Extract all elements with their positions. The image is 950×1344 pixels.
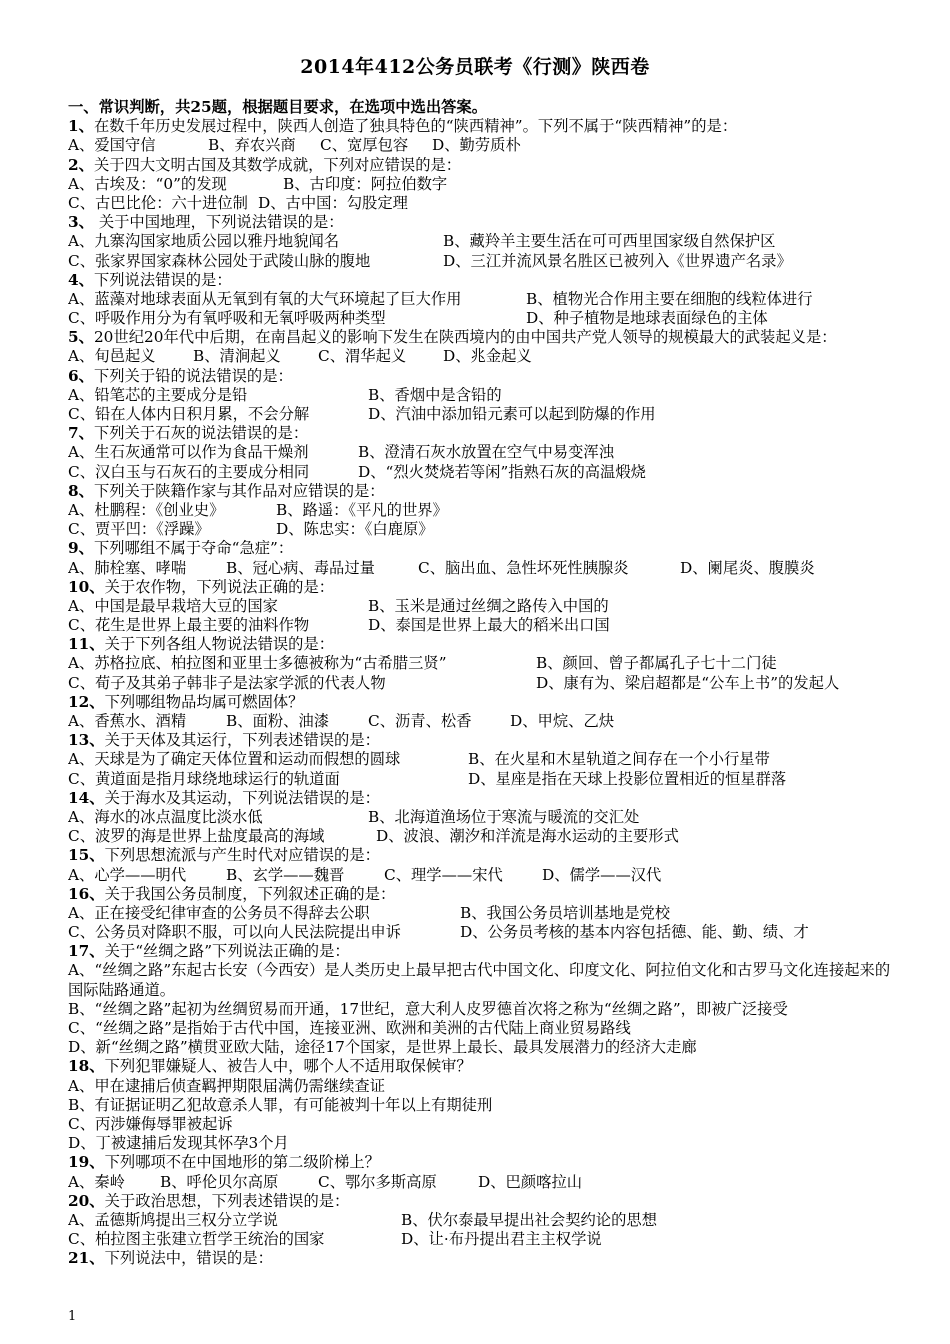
option-row	[68, 674, 898, 693]
option-row	[68, 443, 898, 462]
option-row	[68, 309, 898, 328]
question-stem	[68, 1249, 898, 1268]
answer-option: C、脑出血、急性坏死性胰腺炎	[418, 558, 629, 577]
answer-option: B、古印度：阿拉伯数字	[283, 174, 448, 193]
question-text: 关于中国地理，下列说法错误的是：	[93, 213, 344, 232]
answer-option: A、肺栓塞、哮喘	[68, 558, 187, 577]
answer-option: B、冠心病、毒品过量	[226, 558, 375, 577]
question-text: 下列关于石灰的说法错误的是：	[93, 424, 309, 443]
question-number: 18、	[68, 1057, 105, 1076]
answer-option: A、“丝绸之路”东起古长安（今西安）是人类历史上最早把古代中国文化、印度文化、阿拉伯文化和古罗马文化连接起来的国际陆路通道。	[68, 961, 891, 999]
option-row	[68, 501, 898, 520]
answer-option: D、汽油中添加铅元素可以起到防爆的作用	[368, 405, 656, 424]
question-text: 关于政治思想，下列表述错误的是：	[104, 1191, 350, 1210]
answer-option: A、旬邑起义	[68, 347, 156, 366]
page-title: 2014年412公务员联考《行测》陕西卷	[300, 56, 650, 78]
question-stem	[68, 482, 898, 501]
question-stem	[68, 942, 898, 961]
question-number: 1、	[68, 117, 94, 136]
answer-option: C、“丝绸之路”是指始于古代中国，连接亚洲、欧洲和美洲的古代陆上商业贸易路线	[68, 1019, 631, 1038]
answer-option: C、呼吸作用分为有氧呼吸和无氧呼吸两种类型	[68, 309, 386, 328]
question-text: 下列关于铅的说法错误的是：	[93, 366, 293, 385]
answer-option: B、藏羚羊主要生活在可可西里国家级自然保护区	[443, 232, 776, 251]
answer-option: C、理学——宋代	[384, 865, 503, 884]
answer-option: B、颜回、曾子都属孔子七十二门徒	[536, 654, 777, 673]
option-row	[68, 194, 898, 213]
answer-option: C、波罗的海是世界上盐度最高的海域	[68, 827, 325, 846]
answer-option: B、路遥：《平凡的世界》	[276, 500, 448, 519]
answer-option: C、沥青、松香	[368, 712, 472, 731]
answer-option: C、汉白玉与石灰石的主要成分相同	[68, 462, 310, 481]
question-number: 4、	[68, 270, 94, 289]
answer-option: A、心学——明代	[68, 865, 187, 884]
question-text: 关于四大文明古国及其数学成就，下列对应错误的是：	[93, 155, 462, 174]
option-row	[68, 520, 898, 539]
answer-option: D、巴颜喀拉山	[478, 1172, 583, 1191]
answer-option: A、蓝藻对地球表面从无氧到有氧的大气环境起了巨大作用	[68, 289, 462, 308]
question-stem	[68, 328, 898, 347]
question-number: 15、	[68, 846, 105, 865]
question-stem	[68, 1153, 898, 1172]
option-row	[68, 232, 898, 251]
option-row	[68, 616, 898, 635]
question-number: 3、	[68, 213, 94, 232]
question-stem	[68, 539, 898, 558]
answer-option: C、渭华起义	[318, 347, 407, 366]
answer-option: A、甲在逮捕后侦查羁押期限届满仍需继续查证	[68, 1076, 385, 1095]
answer-option: D、勤劳质朴	[432, 136, 521, 155]
option-row	[68, 405, 898, 424]
answer-option: D、波浪、潮汐和洋流是海水运动的主要形式	[376, 827, 679, 846]
answer-option: D、三江并流风景名胜区已被列入《世界遗产名录》	[443, 251, 792, 270]
answer-option: C、鄂尔多斯高原	[318, 1172, 437, 1191]
question-number: 6、	[68, 366, 94, 385]
question-text: 下列说法错误的是：	[93, 270, 232, 289]
option-row	[68, 175, 898, 194]
option-row	[68, 463, 898, 482]
answer-option: B、玄学——魏晋	[226, 865, 345, 884]
answer-option: A、爱国守信	[68, 136, 156, 155]
question-stem	[68, 367, 898, 386]
answer-option: D、丁被逮捕后发现其怀孕3个月	[68, 1134, 289, 1153]
answer-option: D、阑尾炎、腹膜炎	[680, 558, 815, 577]
answer-option: C、荀子及其弟子韩非子是法家学派的代表人物	[68, 673, 386, 692]
answer-option: C、贾平凹：《浮躁》	[68, 520, 210, 539]
question-text: 在数千年历史发展过程中，陕西人创造了独具特色的“陕西精神”。下列不属于“陕西精神”的是：	[93, 117, 738, 136]
question-stem	[68, 117, 898, 136]
question-stem	[68, 424, 898, 443]
answer-option: D、甲烷、乙炔	[510, 712, 615, 731]
question-text: 20世纪20年代中后期，在南昌起义的影响下发生在陕西境内的由中国共产党人领导的规模最大的武装起义是：	[93, 328, 837, 347]
answer-option: A、孟德斯鸠提出三权分立学说	[68, 1211, 278, 1230]
question-text: 下列哪项不在中国地形的第二级阶梯上？	[104, 1153, 380, 1172]
question-text: 下列哪组物品均属可燃固体？	[104, 692, 304, 711]
question-stem	[68, 789, 898, 808]
answer-option: B、澄清石灰水放置在空气中易变浑浊	[358, 443, 614, 462]
answer-option: C、丙涉嫌侮辱罪被起诉	[68, 1115, 233, 1134]
answer-option: B、伏尔泰最早提出社会契约论的思想	[401, 1211, 657, 1230]
question-number: 9、	[68, 539, 94, 558]
option-row	[68, 1211, 898, 1230]
question-stem	[68, 1057, 898, 1076]
option-row	[68, 252, 898, 271]
option-row	[68, 386, 898, 405]
answer-option: B、我国公务员培训基地是党校	[460, 903, 671, 922]
answer-option: C、公务员对降职不服，可以向人民法院提出申诉	[68, 923, 401, 942]
answer-option: D、陈忠实：《白鹿原》	[276, 520, 434, 539]
option-row	[68, 712, 898, 731]
question-stem	[68, 213, 898, 232]
answer-option: B、弃农兴商	[208, 136, 296, 155]
answer-option: A、九寨沟国家地质公园以雅丹地貌闻名	[68, 232, 340, 251]
answer-option: C、黄道面是指月球绕地球运行的轨道面	[68, 769, 340, 788]
answer-option: C、花生是世界上最主要的油料作物	[68, 616, 310, 635]
option-row	[68, 750, 898, 769]
option-row	[68, 866, 898, 885]
question-text: 下列哪组不属于夺命“急症”：	[93, 539, 294, 558]
question-number: 8、	[68, 481, 94, 500]
answer-option: B、呼伦贝尔高原	[160, 1172, 279, 1191]
option-row	[68, 827, 898, 846]
question-number: 7、	[68, 424, 94, 443]
answer-option: D、“烈火焚烧若等闲”指熟石灰的高温煅烧	[358, 462, 646, 481]
option-row	[68, 136, 898, 155]
question-stem	[68, 635, 898, 654]
answer-option: D、星座是指在天球上投影位置相近的恒星群落	[468, 769, 787, 788]
answer-option: D、泰国是世界上最大的稻米出口国	[368, 616, 610, 635]
question-number: 14、	[68, 788, 105, 807]
answer-option: D、古中国：勾股定理	[258, 193, 408, 212]
answer-option: D、让·布丹提出君主主权学说	[401, 1230, 602, 1249]
option-row	[68, 290, 898, 309]
answer-option: A、秦岭	[68, 1172, 125, 1191]
answer-option: C、古巴比伦：六十进位制	[68, 193, 248, 212]
answer-option: A、古埃及：“0”的发现	[68, 174, 227, 193]
answer-option: A、天球是为了确定天体位置和运动而假想的圆球	[68, 750, 401, 769]
question-stem	[68, 271, 898, 290]
exam-content	[68, 98, 898, 1269]
question-stem	[68, 885, 898, 904]
answer-option: A、正在接受纪律审查的公务员不得辞去公职	[68, 903, 370, 922]
answer-option: B、玉米是通过丝绸之路传入中国的	[368, 596, 609, 615]
question-number: 11、	[68, 635, 105, 654]
question-text: 关于我国公务员制度，下列叙述正确的是：	[104, 884, 396, 903]
option-row	[68, 904, 898, 923]
answer-option: D、康有为、梁启超都是“公车上书”的发起人	[536, 673, 840, 692]
answer-option: D、公务员考核的基本内容包括德、能、勤、绩、才	[460, 923, 809, 942]
answer-option: B、北海道渔场位于寒流与暖流的交汇处	[368, 807, 640, 826]
question-text: 关于农作物，下列说法正确的是：	[104, 577, 335, 596]
option-row	[68, 347, 898, 366]
answer-option: C、铅在人体内日积月累，不会分解	[68, 405, 310, 424]
answer-option: D、新“丝绸之路”横贯亚欧大陆，途径17个国家，是世界上最长、最具发展潜力的经济大走廊	[68, 1038, 697, 1057]
answer-option: A、杜鹏程：《创业史》	[68, 500, 225, 519]
question-text: 关于海水及其运动，下列说法错误的是：	[104, 788, 380, 807]
question-text: 下列思想流派与产生时代对应错误的是：	[104, 846, 380, 865]
answer-option: B、有证据证明乙犯故意杀人罪，有可能被判十年以上有期徒刑	[68, 1095, 493, 1114]
answer-option: B、香烟中是含铅的	[368, 385, 502, 404]
question-number: 20、	[68, 1191, 105, 1210]
page-number: 1	[68, 1309, 77, 1324]
answer-option: A、海水的冰点温度比淡水低	[68, 807, 263, 826]
answer-option: A、香蕉水、酒精	[68, 712, 187, 731]
option-row	[68, 770, 898, 789]
question-number: 5、	[68, 328, 94, 347]
question-text: 下列关于陕籍作家与其作品对应错误的是：	[93, 481, 385, 500]
question-number: 21、	[68, 1249, 105, 1268]
question-text: 关于天体及其运行，下列表述错误的是：	[104, 731, 380, 750]
answer-option: B、“丝绸之路”起初为丝绸贸易而开通，17世纪，意大利人皮罗德首次将之称为“丝绸之路”，即被广泛接受	[68, 999, 788, 1018]
question-stem	[68, 1192, 898, 1211]
question-stem	[68, 731, 898, 750]
question-stem	[68, 578, 898, 597]
answer-option: A、苏格拉底、柏拉图和亚里士多德被称为“古希腊三贤”	[68, 654, 447, 673]
answer-option: C、宽厚包容	[320, 136, 409, 155]
question-stem	[68, 693, 898, 712]
option-row	[68, 1173, 898, 1192]
section-heading: 一、常识判断，共25题，根据题目要求，在选项中选出答案。	[68, 98, 488, 116]
question-number: 2、	[68, 155, 94, 174]
answer-option: B、植物光合作用主要在细胞的线粒体进行	[526, 289, 813, 308]
question-stem	[68, 156, 898, 175]
question-stem	[68, 846, 898, 865]
question-number: 19、	[68, 1153, 105, 1172]
option-row	[68, 559, 898, 578]
question-text: 下列说法中，错误的是：	[104, 1249, 273, 1268]
question-number: 17、	[68, 942, 105, 961]
option-row	[68, 1230, 898, 1249]
answer-option: C、柏拉图主张建立哲学王统治的国家	[68, 1230, 325, 1249]
answer-option: A、中国是最早栽培大豆的国家	[68, 596, 278, 615]
question-number: 10、	[68, 577, 105, 596]
answer-option: C、张家界国家森林公园处于武陵山脉的腹地	[68, 251, 371, 270]
answer-option: A、生石灰通常可以作为食品干燥剂	[68, 443, 309, 462]
answer-option: D、儒学——汉代	[542, 865, 662, 884]
question-text: 关于“丝绸之路”下列说法正确的是：	[104, 942, 350, 961]
question-number: 16、	[68, 884, 105, 903]
option-row	[68, 923, 898, 942]
answer-option: B、清涧起义	[193, 347, 281, 366]
question-text: 关于下列各组人物说法错误的是：	[104, 635, 335, 654]
question-number: 12、	[68, 692, 105, 711]
option-row	[68, 597, 898, 616]
answer-option: D、兆金起义	[443, 347, 532, 366]
option-row	[68, 808, 898, 827]
question-text: 下列犯罪嫌疑人、被告人中，哪个人不适用取保候审？	[104, 1057, 472, 1076]
option-row	[68, 654, 898, 673]
answer-option: B、面粉、油漆	[226, 712, 330, 731]
answer-option: A、铅笔芯的主要成分是铅	[68, 385, 248, 404]
answer-option: D、种子植物是地球表面绿色的主体	[526, 309, 768, 328]
question-number: 13、	[68, 731, 105, 750]
answer-option: B、在火星和木星轨道之间存在一个小行星带	[468, 750, 770, 769]
